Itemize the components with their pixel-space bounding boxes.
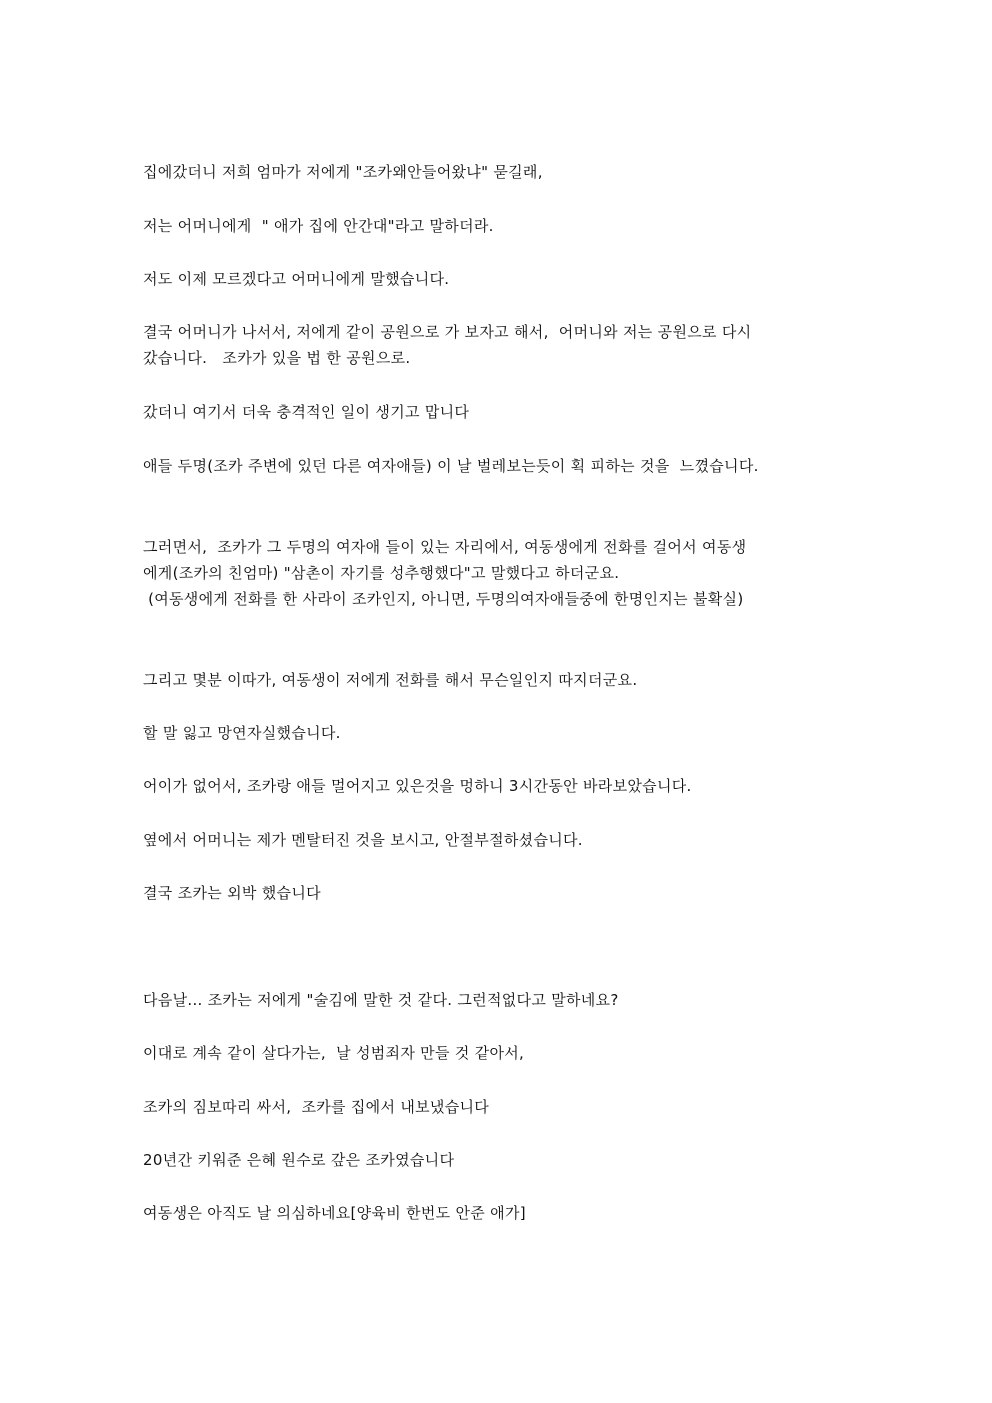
paragraph-2 bbox=[143, 213, 853, 239]
paragraph-9 bbox=[143, 720, 853, 746]
text-line: 조카의 짐보따리 싸서, 조카를 집에서 내보냈습니다 bbox=[143, 1098, 490, 1116]
text-line: 애들 두명(조카 주변에 있던 다른 여자애들) 이 날 벌레보는듯이 획 피하는 것을 느꼈습니다. bbox=[143, 457, 759, 475]
text-line: 옆에서 어머니는 제가 멘탈터진 것을 보시고, 안절부절하셨습니다. bbox=[143, 831, 583, 849]
text-line: 갔습니다. 조카가 있을 법 한 공원으로. bbox=[143, 349, 411, 367]
text-line: 이대로 계속 같이 살다가는, 날 성범죄자 만들 것 같아서, bbox=[143, 1044, 525, 1062]
paragraph-4 bbox=[143, 319, 853, 371]
paragraph-3 bbox=[143, 266, 853, 292]
text-line: 저도 이제 모르겠다고 어머니에게 말했습니다. bbox=[143, 270, 450, 288]
text-line: 다음날... 조카는 저에게 "술김에 말한 것 같다. 그런적없다고 말하네요? bbox=[143, 991, 619, 1009]
paragraph-5 bbox=[143, 399, 853, 425]
text-line: 저는 어머니에게 " 애가 집에 안간대"라고 말하더라. bbox=[143, 217, 494, 235]
text-line: 집에갔더니 저희 엄마가 저에게 "조카왜안들어왔냐" 묻길래, bbox=[143, 163, 543, 181]
text-line: 그러면서, 조카가 그 두명의 여자애 들이 있는 자리에서, 여동생에게 전화를 걸어서 여동생 bbox=[143, 538, 747, 556]
text-line: 여동생은 아직도 날 의심하네요[양육비 한번도 안준 애가] bbox=[143, 1204, 526, 1222]
paragraph-17 bbox=[143, 1200, 853, 1226]
paragraph-10 bbox=[143, 773, 853, 799]
paragraph-13 bbox=[143, 987, 853, 1013]
paragraph-16 bbox=[143, 1147, 853, 1173]
text-line: 할 말 잃고 망연자실했습니다. bbox=[143, 724, 341, 742]
text-line: 20년간 키워준 은혜 원수로 갚은 조카였습니다 bbox=[143, 1151, 455, 1169]
paragraph-11 bbox=[143, 827, 853, 853]
paragraph-14 bbox=[143, 1040, 853, 1066]
paragraph-12 bbox=[143, 880, 853, 906]
text-line: 그리고 몇분 이따가, 여동생이 저에게 전화를 해서 무슨일인지 따지더군요. bbox=[143, 671, 638, 689]
text-line: 결국 조카는 외박 했습니다 bbox=[143, 884, 321, 902]
text-line: 에게(조카의 친엄마) "삼촌이 자기를 성추행했다"고 말했다고 하더군요. bbox=[143, 564, 620, 582]
text-line: 갔더니 여기서 더욱 충격적인 일이 생기고 맙니다 bbox=[143, 403, 470, 421]
paragraph-15 bbox=[143, 1094, 853, 1120]
paragraph-6 bbox=[143, 453, 853, 479]
paragraph-8 bbox=[143, 667, 853, 693]
paragraph-1 bbox=[143, 159, 853, 185]
paragraph-7 bbox=[143, 534, 853, 612]
text-line: 결국 어머니가 나서서, 저에게 같이 공원으로 가 보자고 해서, 어머니와 저는 공원으로 다시 bbox=[143, 323, 752, 341]
text-line: (여동생에게 전화를 한 사라이 조카인지, 아니면, 두명의여자애들중에 한명인지는 불확실) bbox=[143, 590, 744, 608]
text-line: 어이가 없어서, 조카랑 애들 멀어지고 있은것을 멍하니 3시간동안 바라보았습니다. bbox=[143, 777, 692, 795]
